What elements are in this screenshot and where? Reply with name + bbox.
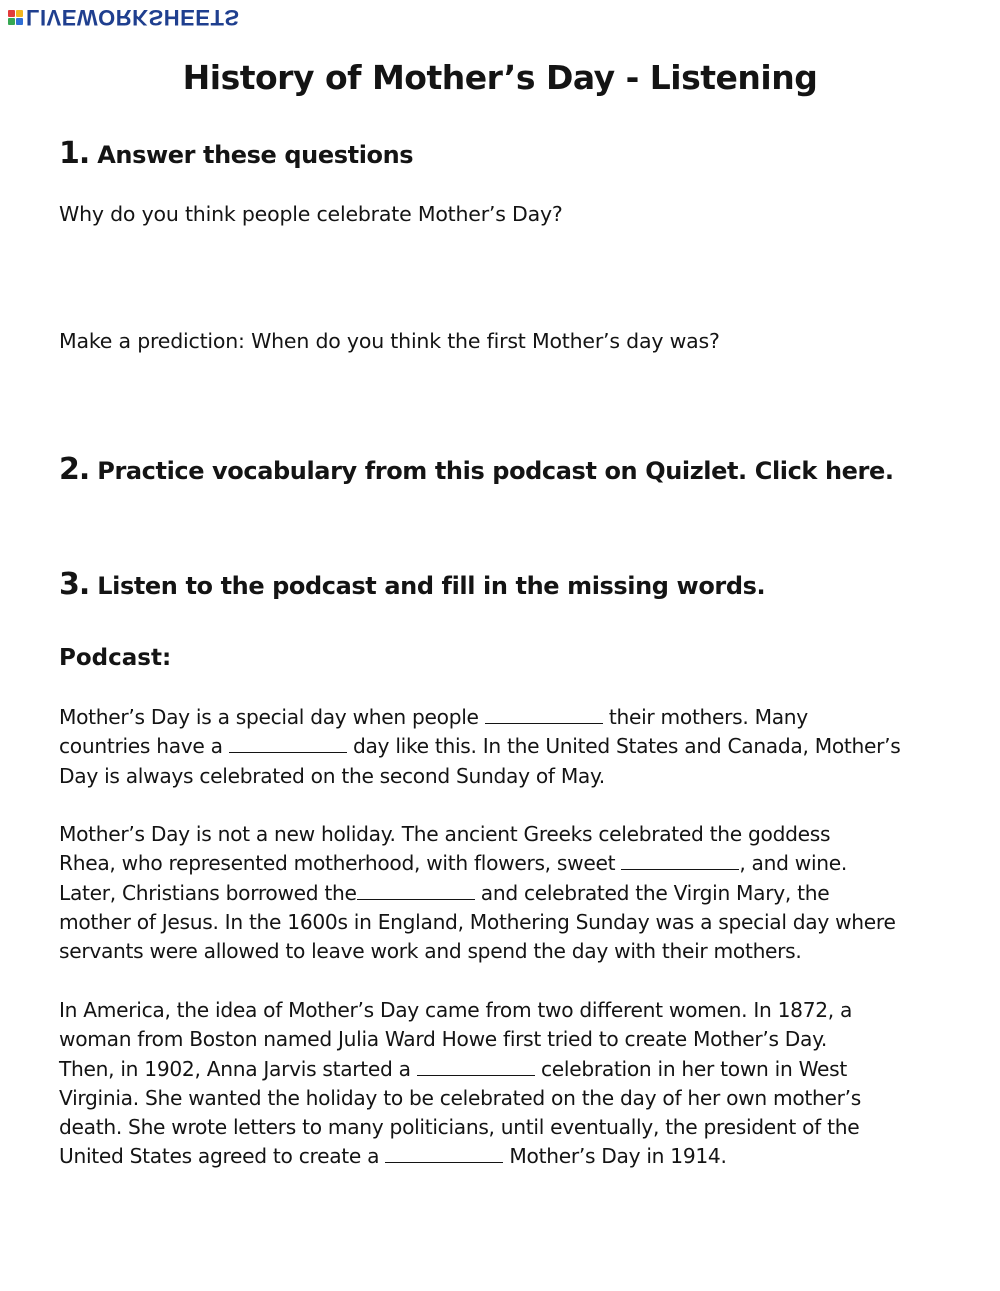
podcast-text: Mother’s Day is a special day when people bbox=[59, 705, 485, 729]
podcast-line bbox=[59, 762, 959, 791]
fill-in-blank[interactable] bbox=[621, 851, 739, 870]
podcast-text: woman from Boston named Julia Ward Howe first tried to create Mother’s Day. bbox=[59, 1027, 828, 1052]
podcast-line bbox=[59, 937, 959, 966]
podcast-text: death. She wrote letters to many politicians, until eventually, the president of the bbox=[59, 1115, 860, 1140]
fill-in-blank[interactable] bbox=[385, 1144, 503, 1163]
section-3-title: Listen to the podcast and fill in the missing words. bbox=[97, 572, 766, 600]
podcast-text: and celebrated the Virgin Mary, the bbox=[474, 880, 830, 905]
section-3-heading bbox=[59, 567, 765, 602]
podcast-line bbox=[59, 703, 959, 732]
podcast-label: Podcast: bbox=[59, 645, 172, 671]
podcast-paragraph-1 bbox=[59, 703, 959, 791]
section-1-title: Answer these questions bbox=[97, 141, 414, 169]
section-2-heading bbox=[59, 452, 894, 487]
podcast-text: celebration in her town in West bbox=[534, 1056, 848, 1081]
podcast-text: Mother’s Day in 1914. bbox=[503, 1144, 727, 1169]
podcast-text: United States agreed to create a bbox=[59, 1144, 386, 1169]
podcast-text: Virginia. She wanted the holiday to be celebrated on the day of her own mother’s bbox=[59, 1085, 861, 1110]
logo-square-yellow bbox=[16, 10, 23, 17]
podcast-line bbox=[59, 1025, 959, 1054]
liveworksheets-logo bbox=[8, 6, 240, 28]
fill-in-blank[interactable] bbox=[485, 705, 603, 724]
quizlet-link[interactable]: Practice vocabulary from this podcast on Quizlet. Click here. bbox=[97, 457, 894, 485]
podcast-line bbox=[59, 820, 959, 849]
podcast-line bbox=[59, 732, 959, 761]
podcast-text: mother of Jesus. In the 1600s in England, Mothering Sunday was a special day where bbox=[59, 909, 896, 934]
podcast-text: Mother’s Day is not a new holiday. The ancient Greeks celebrated the goddess bbox=[59, 822, 831, 846]
podcast-text: Then, in 1902, Anna Jarvis started a bbox=[59, 1056, 417, 1081]
podcast-text: Day is always celebrated on the second Sunday of May. bbox=[59, 763, 605, 788]
podcast-text: Later, Christians borrowed the bbox=[59, 880, 357, 905]
section-2-number: 2. bbox=[59, 452, 90, 487]
podcast-text: , and wine. bbox=[739, 851, 848, 876]
podcast-text: their mothers. Many bbox=[602, 705, 808, 729]
podcast-text: Rhea, who represented motherhood, with flowers, sweet bbox=[59, 851, 622, 876]
podcast-line bbox=[59, 1084, 959, 1113]
section-1-heading bbox=[59, 136, 413, 171]
logo-square-green bbox=[8, 18, 15, 25]
logo-square-blue bbox=[16, 18, 23, 25]
podcast-line bbox=[59, 908, 959, 937]
section-3-number: 3. bbox=[59, 567, 90, 602]
question-1: Why do you think people celebrate Mother’s Day? bbox=[59, 202, 563, 226]
podcast-paragraph-3 bbox=[59, 996, 959, 1172]
fill-in-blank[interactable] bbox=[357, 881, 475, 900]
podcast-line bbox=[59, 996, 959, 1025]
podcast-line bbox=[59, 1055, 959, 1084]
question-2: Make a prediction: When do you think the first Mother’s day was? bbox=[59, 329, 720, 353]
podcast-paragraph-2 bbox=[59, 820, 959, 966]
podcast-text: day like this. In the United States and Canada, Mother’s bbox=[346, 734, 901, 759]
podcast-text: In America, the idea of Mother’s Day came from two different women. In 1872, a bbox=[59, 998, 853, 1022]
podcast-line bbox=[59, 1142, 959, 1171]
podcast-line bbox=[59, 849, 959, 878]
logo-text: LIVEWORKSHEETS bbox=[26, 5, 240, 30]
fill-in-blank[interactable] bbox=[417, 1057, 535, 1076]
page-title: History of Mother’s Day - Listening bbox=[182, 58, 818, 97]
podcast-text: countries have a bbox=[59, 734, 229, 759]
fill-in-blank[interactable] bbox=[229, 734, 347, 753]
podcast-line bbox=[59, 1113, 959, 1142]
section-1-number: 1. bbox=[59, 136, 90, 171]
podcast-text: servants were allowed to leave work and spend the day with their mothers. bbox=[59, 939, 802, 964]
podcast-line bbox=[59, 879, 959, 908]
logo-squares-icon bbox=[8, 10, 23, 25]
logo-square-red bbox=[8, 10, 15, 17]
